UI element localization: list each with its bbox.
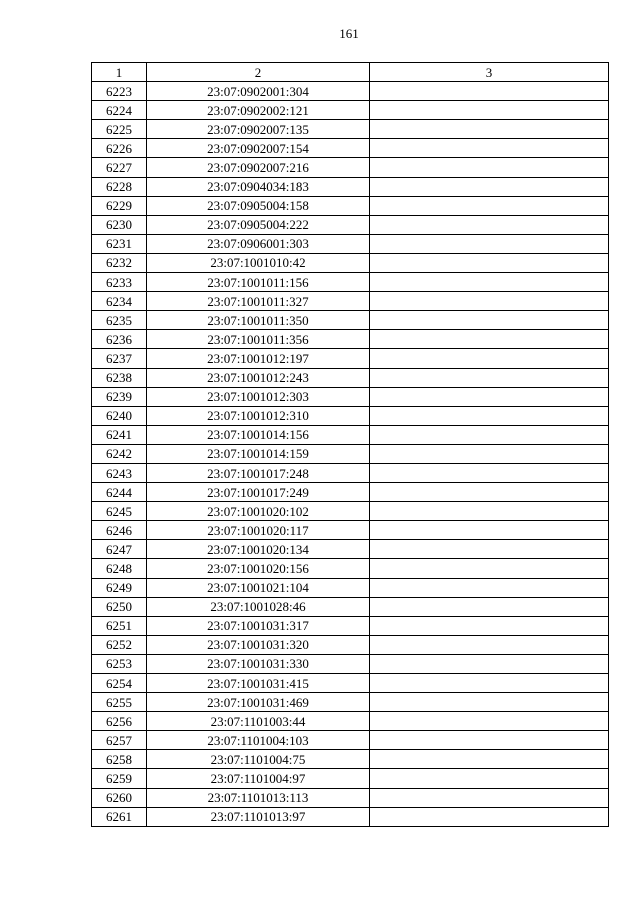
note-cell xyxy=(370,139,609,158)
row-number-cell: 6225 xyxy=(92,120,147,139)
cadastral-number-cell: 23:07:1001011:156 xyxy=(147,273,370,292)
row-number-cell: 6251 xyxy=(92,616,147,635)
row-number-cell: 6227 xyxy=(92,158,147,177)
note-cell xyxy=(370,769,609,788)
row-number-cell: 6248 xyxy=(92,559,147,578)
note-cell xyxy=(370,578,609,597)
table-row xyxy=(92,311,609,330)
table-row xyxy=(92,406,609,425)
note-cell xyxy=(370,712,609,731)
table-row xyxy=(92,521,609,540)
note-cell xyxy=(370,559,609,578)
table-row xyxy=(92,368,609,387)
cadastral-number-cell: 23:07:1001017:249 xyxy=(147,483,370,502)
cadastral-number-cell: 23:07:1101004:75 xyxy=(147,750,370,769)
cadastral-number-cell: 23:07:1001020:134 xyxy=(147,540,370,559)
cadastral-number-cell: 23:07:1101004:97 xyxy=(147,769,370,788)
row-number-cell: 6243 xyxy=(92,463,147,482)
note-cell xyxy=(370,463,609,482)
note-cell xyxy=(370,807,609,826)
table-row xyxy=(92,731,609,750)
column-header-1: 1 xyxy=(92,63,147,82)
note-cell xyxy=(370,196,609,215)
table-row xyxy=(92,82,609,101)
table-row xyxy=(92,540,609,559)
note-cell xyxy=(370,425,609,444)
table-row xyxy=(92,483,609,502)
table-row xyxy=(92,196,609,215)
row-number-cell: 6261 xyxy=(92,807,147,826)
cadastral-number-cell: 23:07:1001021:104 xyxy=(147,578,370,597)
table-row xyxy=(92,693,609,712)
row-number-cell: 6256 xyxy=(92,712,147,731)
row-number-cell: 6224 xyxy=(92,101,147,120)
table-row xyxy=(92,444,609,463)
cadastral-number-cell: 23:07:1001012:303 xyxy=(147,387,370,406)
table-row xyxy=(92,215,609,234)
table-row xyxy=(92,750,609,769)
cadastral-number-cell: 23:07:1001012:310 xyxy=(147,406,370,425)
table-body xyxy=(92,82,609,827)
note-cell xyxy=(370,82,609,101)
row-number-cell: 6236 xyxy=(92,330,147,349)
row-number-cell: 6253 xyxy=(92,654,147,673)
column-header-2: 2 xyxy=(147,63,370,82)
row-number-cell: 6245 xyxy=(92,502,147,521)
cadastral-number-cell: 23:07:1001031:415 xyxy=(147,674,370,693)
table-row xyxy=(92,387,609,406)
row-number-cell: 6247 xyxy=(92,540,147,559)
cadastral-number-cell: 23:07:1001010:42 xyxy=(147,253,370,272)
note-cell xyxy=(370,330,609,349)
cadastral-number-cell: 23:07:1101003:44 xyxy=(147,712,370,731)
cadastral-number-cell: 23:07:1001031:317 xyxy=(147,616,370,635)
cadastral-number-cell: 23:07:1001011:356 xyxy=(147,330,370,349)
row-number-cell: 6223 xyxy=(92,82,147,101)
note-cell xyxy=(370,101,609,120)
row-number-cell: 6239 xyxy=(92,387,147,406)
row-number-cell: 6244 xyxy=(92,483,147,502)
records-table xyxy=(91,62,609,827)
row-number-cell: 6246 xyxy=(92,521,147,540)
cadastral-number-cell: 23:07:1101013:97 xyxy=(147,807,370,826)
table-row xyxy=(92,502,609,521)
note-cell xyxy=(370,502,609,521)
note-cell xyxy=(370,750,609,769)
row-number-cell: 6259 xyxy=(92,769,147,788)
row-number-cell: 6238 xyxy=(92,368,147,387)
cadastral-number-cell: 23:07:0905004:222 xyxy=(147,215,370,234)
table-row xyxy=(92,120,609,139)
note-cell xyxy=(370,234,609,253)
table-row xyxy=(92,597,609,616)
row-number-cell: 6255 xyxy=(92,693,147,712)
cadastral-number-cell: 23:07:1001012:243 xyxy=(147,368,370,387)
row-number-cell: 6233 xyxy=(92,273,147,292)
table-row xyxy=(92,253,609,272)
cadastral-number-cell: 23:07:1001011:327 xyxy=(147,292,370,311)
row-number-cell: 6228 xyxy=(92,177,147,196)
note-cell xyxy=(370,273,609,292)
note-cell xyxy=(370,387,609,406)
row-number-cell: 6241 xyxy=(92,425,147,444)
table-row xyxy=(92,177,609,196)
cadastral-number-cell: 23:07:1001031:469 xyxy=(147,693,370,712)
row-number-cell: 6258 xyxy=(92,750,147,769)
table-row xyxy=(92,807,609,826)
note-cell xyxy=(370,635,609,654)
cadastral-number-cell: 23:07:1001014:156 xyxy=(147,425,370,444)
column-header-3: 3 xyxy=(370,63,609,82)
note-cell xyxy=(370,368,609,387)
table-header-row xyxy=(92,63,609,82)
table-row xyxy=(92,158,609,177)
row-number-cell: 6226 xyxy=(92,139,147,158)
row-number-cell: 6235 xyxy=(92,311,147,330)
note-cell xyxy=(370,540,609,559)
row-number-cell: 6240 xyxy=(92,406,147,425)
cadastral-number-cell: 23:07:0904034:183 xyxy=(147,177,370,196)
note-cell xyxy=(370,292,609,311)
table-row xyxy=(92,788,609,807)
note-cell xyxy=(370,253,609,272)
cadastral-number-cell: 23:07:1001017:248 xyxy=(147,463,370,482)
row-number-cell: 6234 xyxy=(92,292,147,311)
cadastral-number-cell: 23:07:1101013:113 xyxy=(147,788,370,807)
note-cell xyxy=(370,521,609,540)
note-cell xyxy=(370,120,609,139)
note-cell xyxy=(370,177,609,196)
cadastral-number-cell: 23:07:1001020:117 xyxy=(147,521,370,540)
note-cell xyxy=(370,654,609,673)
note-cell xyxy=(370,311,609,330)
row-number-cell: 6230 xyxy=(92,215,147,234)
table-row xyxy=(92,635,609,654)
row-number-cell: 6237 xyxy=(92,349,147,368)
note-cell xyxy=(370,158,609,177)
table-row xyxy=(92,101,609,120)
cadastral-number-cell: 23:07:1001031:330 xyxy=(147,654,370,673)
cadastral-number-cell: 23:07:1001011:350 xyxy=(147,311,370,330)
note-cell xyxy=(370,693,609,712)
table-row xyxy=(92,559,609,578)
table-row xyxy=(92,463,609,482)
cadastral-number-cell: 23:07:0902007:154 xyxy=(147,139,370,158)
row-number-cell: 6250 xyxy=(92,597,147,616)
cadastral-number-cell: 23:07:0906001:303 xyxy=(147,234,370,253)
table-row xyxy=(92,292,609,311)
cadastral-number-cell: 23:07:1001012:197 xyxy=(147,349,370,368)
note-cell xyxy=(370,215,609,234)
note-cell xyxy=(370,731,609,750)
row-number-cell: 6254 xyxy=(92,674,147,693)
note-cell xyxy=(370,349,609,368)
table-row xyxy=(92,330,609,349)
cadastral-number-cell: 23:07:1001028:46 xyxy=(147,597,370,616)
row-number-cell: 6249 xyxy=(92,578,147,597)
note-cell xyxy=(370,483,609,502)
cadastral-number-cell: 23:07:0902007:135 xyxy=(147,120,370,139)
table-row xyxy=(92,234,609,253)
note-cell xyxy=(370,616,609,635)
table-row xyxy=(92,769,609,788)
row-number-cell: 6252 xyxy=(92,635,147,654)
cadastral-number-cell: 23:07:1001031:320 xyxy=(147,635,370,654)
row-number-cell: 6257 xyxy=(92,731,147,750)
cadastral-number-cell: 23:07:1001014:159 xyxy=(147,444,370,463)
row-number-cell: 6229 xyxy=(92,196,147,215)
table-row xyxy=(92,349,609,368)
note-cell xyxy=(370,674,609,693)
row-number-cell: 6232 xyxy=(92,253,147,272)
cadastral-number-cell: 23:07:0902001:304 xyxy=(147,82,370,101)
table-row xyxy=(92,674,609,693)
page-number: 161 xyxy=(339,26,359,41)
cadastral-number-cell: 23:07:1001020:156 xyxy=(147,559,370,578)
table-row xyxy=(92,273,609,292)
row-number-cell: 6260 xyxy=(92,788,147,807)
row-number-cell: 6242 xyxy=(92,444,147,463)
table-row xyxy=(92,425,609,444)
row-number-cell: 6231 xyxy=(92,234,147,253)
cadastral-number-cell: 23:07:1101004:103 xyxy=(147,731,370,750)
note-cell xyxy=(370,406,609,425)
cadastral-number-cell: 23:07:0905004:158 xyxy=(147,196,370,215)
note-cell xyxy=(370,597,609,616)
cadastral-number-cell: 23:07:0902007:216 xyxy=(147,158,370,177)
note-cell xyxy=(370,788,609,807)
table-row xyxy=(92,578,609,597)
note-cell xyxy=(370,444,609,463)
cadastral-number-cell: 23:07:1001020:102 xyxy=(147,502,370,521)
cadastral-number-cell: 23:07:0902002:121 xyxy=(147,101,370,120)
table-row xyxy=(92,139,609,158)
table-row xyxy=(92,712,609,731)
table-row xyxy=(92,654,609,673)
table-row xyxy=(92,616,609,635)
